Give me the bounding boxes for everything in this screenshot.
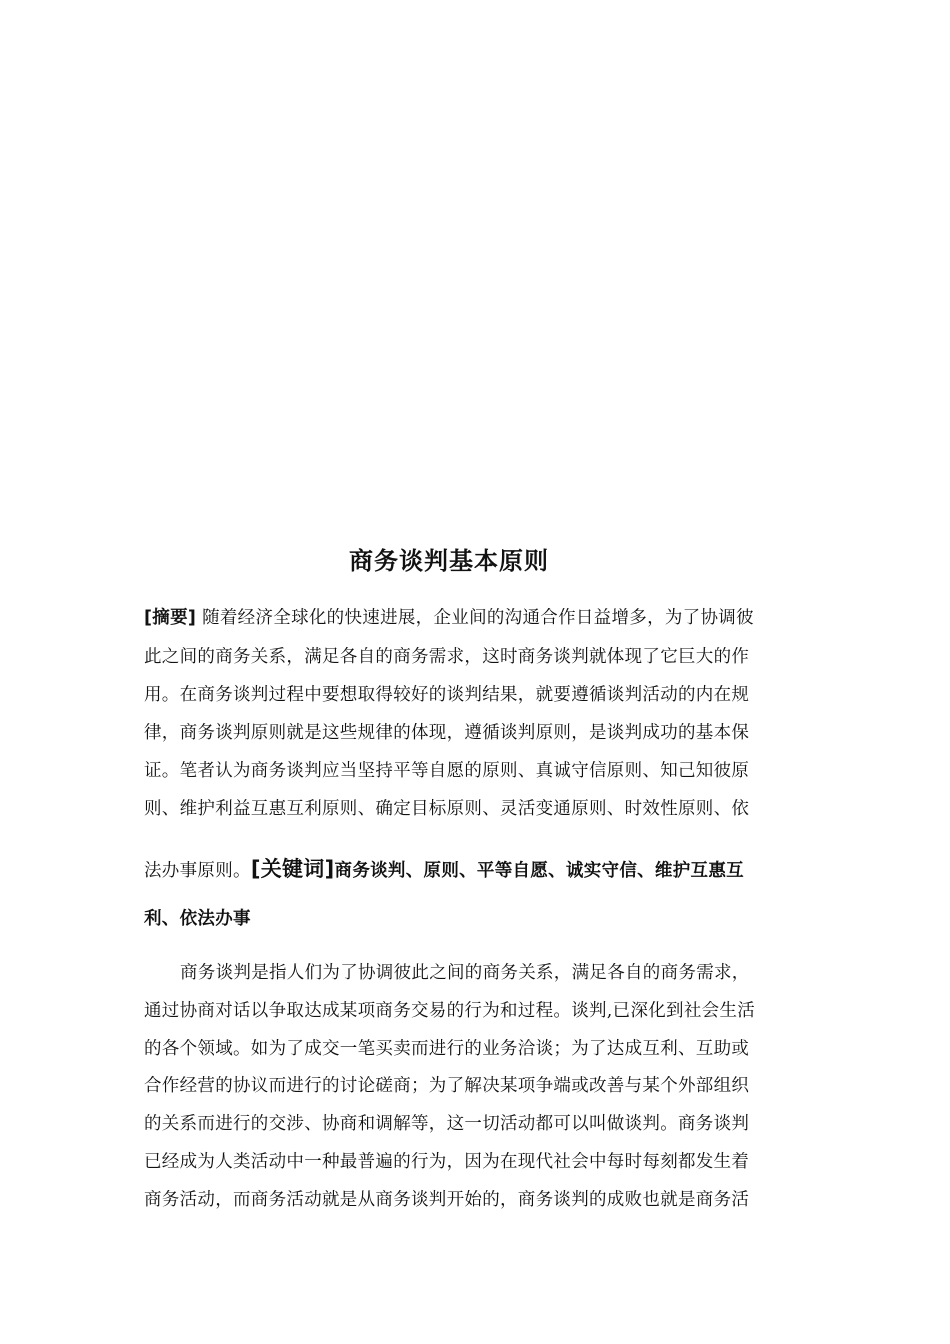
abstract-line: 用。在商务谈判过程中要想取得较好的谈判结果，就要遵循谈判活动的内在规 [144,685,750,705]
body-paragraph-line: 合作经营的协议而进行的讨论磋商；为了解决某项争端或改善与某个外部组织 [144,1076,750,1096]
abstract-text: 随着经济全球化的快速进展，企业间的沟通合作日益增多，为了协调彼 [202,608,754,628]
body-paragraph-line: 已经成为人类活动中一种最普遍的行为，因为在现代社会中每时每刻都发生着 [144,1152,750,1172]
abstract-line: 证。笔者认为商务谈判应当坚持平等自愿的原则、真诚守信原则、知己知彼原 [144,761,750,781]
abstract-label: [摘要] [144,608,197,628]
keywords-label: [关键词] [250,857,335,881]
document-title: 商务谈判基本原则 [349,547,549,575]
abstract-line: 律，商务谈判原则就是这些规律的体现，遵循谈判原则，是谈判成功的基本保 [144,723,750,743]
keywords-line [144,856,808,884]
body-paragraph-line: 的关系而进行的交涉、协商和调解等，这一切活动都可以叫做谈判。商务谈判 [144,1114,750,1134]
abstract-text-end: 法办事原则。 [144,861,251,881]
body-paragraph-line: 商务活动，而商务活动就是从商务谈判开始的，商务谈判的成败也就是商务活 [144,1190,750,1210]
abstract-line: 此之间的商务关系，满足各自的商务需求，这时商务谈判就体现了它巨大的作 [144,647,750,667]
keywords-text: 商务谈判、原则、平等自愿、诚实守信、维护互惠互 [334,861,744,881]
body-paragraph-line: 商务谈判是指人们为了协调彼此之间的商务关系，满足各自的商务需求， [180,963,750,983]
keywords-line: 利、依法办事 [144,909,251,929]
abstract-line: 则、维护利益互惠互利原则、确定目标原则、灵活变通原则、时效性原则、依 [144,799,750,819]
body-paragraph-line: 通过协商对话以争取达成某项商务交易的行为和过程。谈判,已深化到社会生活 [144,1001,756,1021]
abstract-line [144,605,808,631]
body-paragraph-line: 的各个领域。如为了成交一笔买卖而进行的业务洽谈；为了达成互利、互助或 [144,1039,750,1059]
